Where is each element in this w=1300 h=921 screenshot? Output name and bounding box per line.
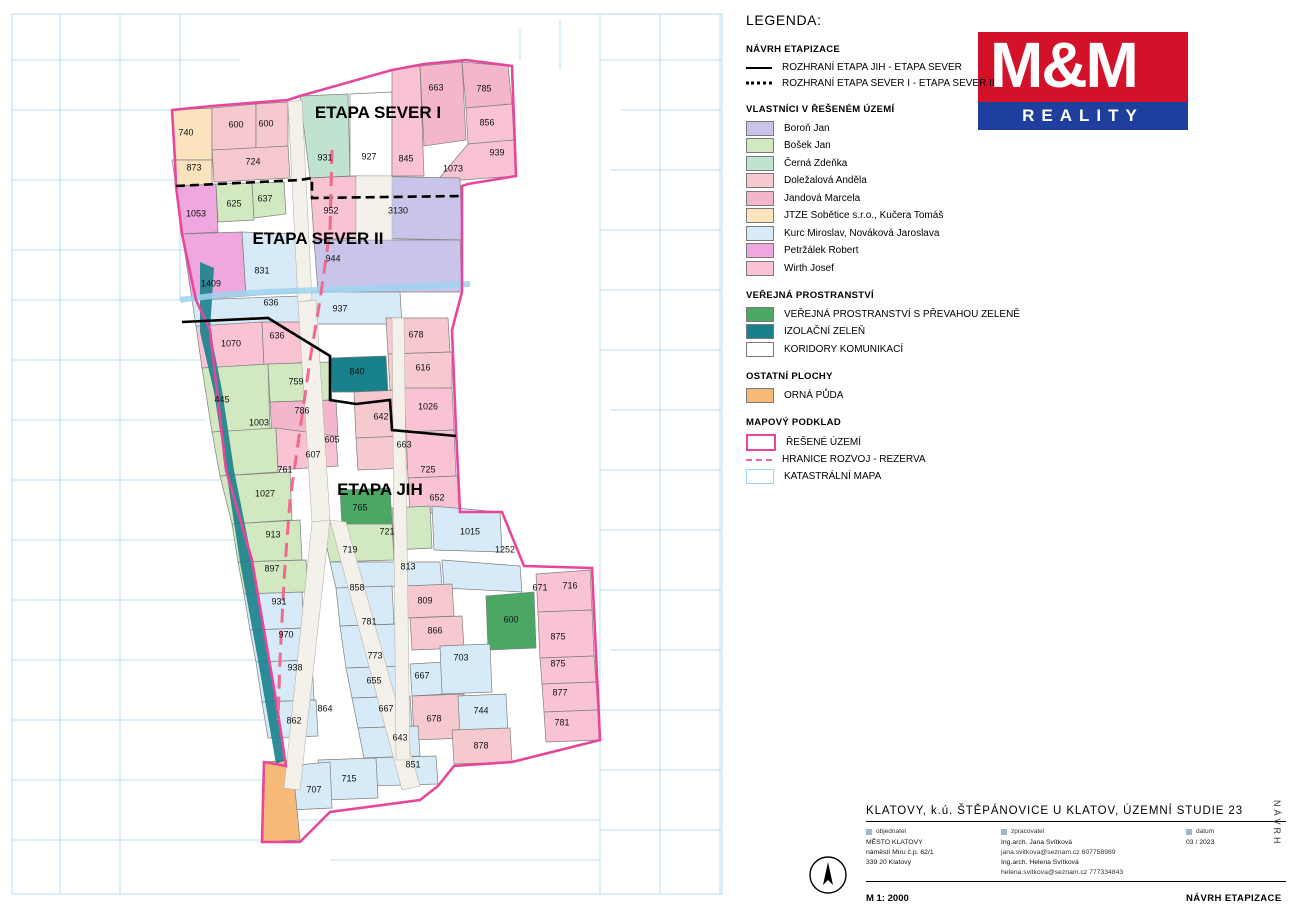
parcel-number-label: 845 [398, 153, 414, 164]
bullet-square-icon [866, 829, 872, 835]
parcel-number-label: 944 [325, 253, 341, 264]
parcel-number-label: 625 [226, 198, 242, 209]
legend-swatch [746, 261, 774, 276]
legend-item[interactable] [746, 191, 1294, 206]
parcel-number-label: 761 [277, 464, 293, 475]
parcel-number-label: 1026 [417, 401, 439, 412]
legend-sections [742, 44, 1294, 484]
legend-item-label: Jandová Marcela [784, 192, 861, 204]
parcel-number-label: 445 [214, 394, 230, 405]
parcel-number-label: 1409 [200, 278, 222, 289]
stage-area-label: ETAPA JIH [337, 480, 423, 499]
parcel-number-label: 970 [278, 629, 294, 640]
parcel-number-label: 856 [479, 117, 495, 128]
logo-mark-text: M&M [990, 32, 1137, 101]
parcel-number-label: 740 [178, 127, 194, 138]
parcel-number-label: 809 [417, 595, 433, 606]
legend-item-label: IZOLAČNÍ ZELEŇ [784, 326, 866, 337]
title-block [866, 805, 1286, 904]
legend-item[interactable] [746, 261, 1294, 276]
legend-item[interactable] [746, 243, 1294, 258]
legend-swatch-cadastral [746, 469, 774, 484]
legend-swatch [746, 121, 774, 136]
parcel-number-label: 878 [473, 740, 489, 751]
parcel-number-label: 759 [288, 376, 304, 387]
legend-item-label: Doležalová Anděla [784, 175, 867, 186]
parcel-number-label: 667 [414, 670, 430, 681]
parcel-number-label: 785 [476, 83, 492, 94]
legend-item[interactable] [746, 453, 1294, 466]
parcel-number-label: 678 [408, 329, 424, 340]
legend-line-dashed-icon [746, 77, 772, 90]
legend-section-title: VEŘEJNÁ PROSTRANSTVÍ [746, 289, 874, 301]
parcel-number-label: 636 [269, 330, 285, 341]
parcel-number-label: 952 [323, 205, 339, 216]
parcel-number-label: 937 [332, 303, 348, 314]
logo-subtitle: REALITY [978, 102, 1188, 130]
parcel-number-label: 721 [379, 526, 395, 537]
author-line-2: jana.svitkova@seznam.cz 607758989 [1001, 848, 1116, 856]
parcel-number-label: 1073 [442, 163, 464, 174]
parcel-number-label: 663 [396, 439, 412, 450]
parcel-number-label: 667 [378, 703, 394, 714]
legend-swatch [746, 173, 774, 188]
legend-swatch [746, 342, 774, 357]
author-header [1001, 828, 1186, 835]
bullet-square-icon [1001, 829, 1007, 835]
parcel-number-label: 875 [550, 631, 566, 642]
date-header [1186, 828, 1286, 835]
legend-swatch [746, 243, 774, 258]
date-value: 03 / 2023 [1186, 839, 1215, 846]
legend-item[interactable] [746, 121, 1294, 136]
legend-item[interactable] [746, 77, 1294, 90]
legend-item[interactable] [746, 469, 1294, 484]
stage-area-label: ETAPA SEVER II [252, 229, 384, 248]
parcel-number-label: 875 [550, 658, 566, 669]
parcel-number-label: 938 [287, 662, 303, 673]
map-scale: M 1: 2000 [866, 893, 909, 904]
legend-item-label: JTZE Sobětice s.r.o., Kučera Tomáš [784, 210, 944, 221]
client-header-label: objednatel [876, 828, 906, 835]
parcel-number-label: 637 [257, 193, 273, 204]
parcel-number-label: 643 [392, 732, 408, 743]
parcel-number-label: 715 [341, 773, 357, 784]
legend-item[interactable] [746, 208, 1294, 223]
legend-item-label: Bošek Jan [784, 140, 831, 151]
legend-item-label: ORNÁ PŮDA [784, 389, 844, 401]
parcel-number-label: 605 [324, 434, 340, 445]
vertical-sheet-label: NÁVRH [1272, 800, 1282, 847]
legend-swatch [746, 156, 774, 171]
parcel-number-label: 678 [426, 713, 442, 724]
parcel-number-label: 939 [489, 147, 505, 158]
legend-line-pink-dashed-icon [746, 453, 772, 466]
bullet-square-icon [1186, 829, 1192, 835]
parcel-number-label: 652 [429, 492, 445, 503]
parcel-number-label: 858 [349, 582, 365, 593]
parcel-number-label: 897 [264, 563, 280, 574]
parcel-number-label: 703 [453, 652, 469, 663]
legend-section-title: NÁVRH ETAPIZACE [746, 44, 841, 55]
legend-section-title: OSTATNÍ PLOCHY [746, 370, 833, 382]
author-line-4: helena.svitkova@seznam.cz 777334843 [1001, 868, 1124, 876]
stage-area-label: ETAPA SEVER I [314, 103, 442, 122]
parcel-number-label: 927 [361, 151, 377, 162]
parcel-number-label: 765 [352, 502, 368, 513]
legend-swatch [746, 226, 774, 241]
parcel-number-label: 866 [427, 625, 443, 636]
legend-item[interactable] [746, 324, 1294, 339]
parcel-number-label: 600 [258, 118, 274, 129]
sheet-label: NÁVRH ETAPIZACE [1186, 893, 1282, 904]
legend-item-label: KATASTRÁLNÍ MAPA [784, 470, 882, 482]
legend-title: LEGENDA: [746, 12, 822, 28]
parcel-number-label: 707 [306, 784, 322, 795]
legend-swatch-study-area [746, 434, 776, 451]
parcel-number-label: 636 [263, 297, 279, 308]
legend-item[interactable] [746, 388, 1294, 403]
client-header [866, 828, 1001, 835]
date-header-label: datum [1196, 828, 1215, 835]
parcel-number-label: 931 [271, 596, 287, 607]
title-block-heading: KLATOVY, k.ú. ŠTĚPÁNOVICE U KLATOV, ÚZEMNÍ STUDIE 23 [866, 805, 1286, 822]
parcel-number-label: 913 [265, 529, 281, 540]
legend-item-label: Kurc Miroslav, Nováková Jaroslava [784, 227, 940, 239]
author-line-1: Ing.arch. Jana Svítková [1001, 839, 1073, 846]
legend-item-label: Petržálek Robert [784, 245, 859, 256]
client-line-3: 339 20 Klatovy [866, 858, 911, 866]
parcel-number-label: 1252 [494, 544, 516, 555]
legend-swatch [746, 324, 774, 339]
legend-item[interactable] [746, 307, 1294, 322]
parcel-number-label: 716 [562, 580, 578, 591]
parcel-number-label: 725 [420, 464, 436, 475]
legend-item-label: KORIDORY KOMUNIKACÍ [784, 343, 904, 355]
parcel-number-label: 607 [305, 449, 321, 460]
legend-swatch [746, 388, 774, 403]
legend-section-title: MAPOVÝ PODKLAD [746, 416, 841, 428]
parcel-number-label: 840 [349, 366, 365, 377]
parcel-number-label: 931 [317, 152, 333, 163]
parcel-number-label: 781 [554, 717, 570, 728]
legend-line-solid-icon [746, 61, 772, 74]
author-header-label: zpracovatel [1011, 828, 1045, 835]
legend-item-label: VEŘEJNÁ PROSTRANSTVÍ S PŘEVAHOU ZELENĚ [784, 308, 1020, 320]
parcel-number-label: 1027 [254, 488, 276, 499]
parcel-number-label: 851 [405, 759, 421, 770]
legend-swatch [746, 138, 774, 153]
parcel-number-label: 1070 [220, 338, 242, 349]
legend-item-label: ROZHRANÍ ETAPA JIH - ETAPA SEVER [782, 62, 962, 73]
legend-item[interactable] [746, 61, 1294, 74]
legend-section-title: VLASTNÍCI V ŘEŠENÉM ÚZEMÍ [746, 103, 895, 115]
legend-item-label: Boroň Jan [784, 122, 830, 134]
author-column [1001, 828, 1186, 877]
parcel-number-label: 616 [415, 362, 431, 373]
author-line-3: Ing.arch. Helena Svítková [1001, 858, 1079, 866]
legend-item-label: ŘEŠENÉ ÚZEMÍ [786, 436, 862, 448]
parcel-number-label: 786 [294, 405, 310, 416]
parcel-number-label: 1015 [459, 526, 481, 537]
title-block-divider [866, 881, 1286, 882]
legend-swatch [746, 208, 774, 223]
legend-item-label: Wirth Josef [784, 262, 835, 274]
legend-swatch [746, 191, 774, 206]
parcel-number-label: 862 [286, 715, 302, 726]
parcel-number-label: 724 [245, 156, 261, 167]
parcel-number-label: 600 [228, 119, 244, 130]
parcel-number-label: 873 [186, 162, 202, 173]
parcel-number-label: 877 [552, 687, 568, 698]
parcel-number-label: 3130 [387, 205, 409, 216]
legend-panel [742, 8, 1294, 486]
parcel-number-label: 1003 [248, 417, 270, 428]
parcel-number-label: 831 [254, 265, 270, 276]
parcel-number-label: 1053 [185, 208, 207, 219]
north-arrow-icon [808, 855, 848, 895]
legend-item[interactable] [746, 173, 1294, 188]
client-column [866, 828, 1001, 877]
parcel-number-label: 744 [473, 705, 489, 716]
legend-item[interactable] [746, 434, 1294, 451]
legend-item-label: ROZHRANÍ ETAPA SEVER I - ETAPA SEVER II [782, 77, 995, 89]
parcel-number-label: 781 [361, 616, 377, 627]
parcel-number-label: 813 [400, 561, 416, 572]
parcel-number-label: 773 [367, 650, 383, 661]
client-line-2: náměstí Míru č.p. 62/1 [866, 848, 934, 856]
legend-item[interactable] [746, 342, 1294, 357]
parcel-number-label: 864 [317, 703, 333, 714]
parcel-number-label: 642 [373, 411, 389, 422]
date-column [1186, 828, 1286, 877]
legend-item-label: Černá Zdeňka [784, 157, 848, 169]
legend-item[interactable] [746, 226, 1294, 241]
legend-item[interactable] [746, 156, 1294, 171]
client-line-1: MĚSTO KLATOVY [866, 839, 923, 846]
parcel-number-label: 719 [342, 544, 358, 555]
legend-item[interactable] [746, 138, 1294, 153]
parcel-number-label: 655 [366, 675, 382, 686]
legend-item-label: HRANICE ROZVOJ - REZERVA [782, 454, 926, 465]
parcel-number-label: 671 [532, 582, 548, 593]
parcel-number-label: 600 [503, 614, 519, 625]
parcel-number-label: 663 [428, 82, 444, 93]
legend-swatch [746, 307, 774, 322]
